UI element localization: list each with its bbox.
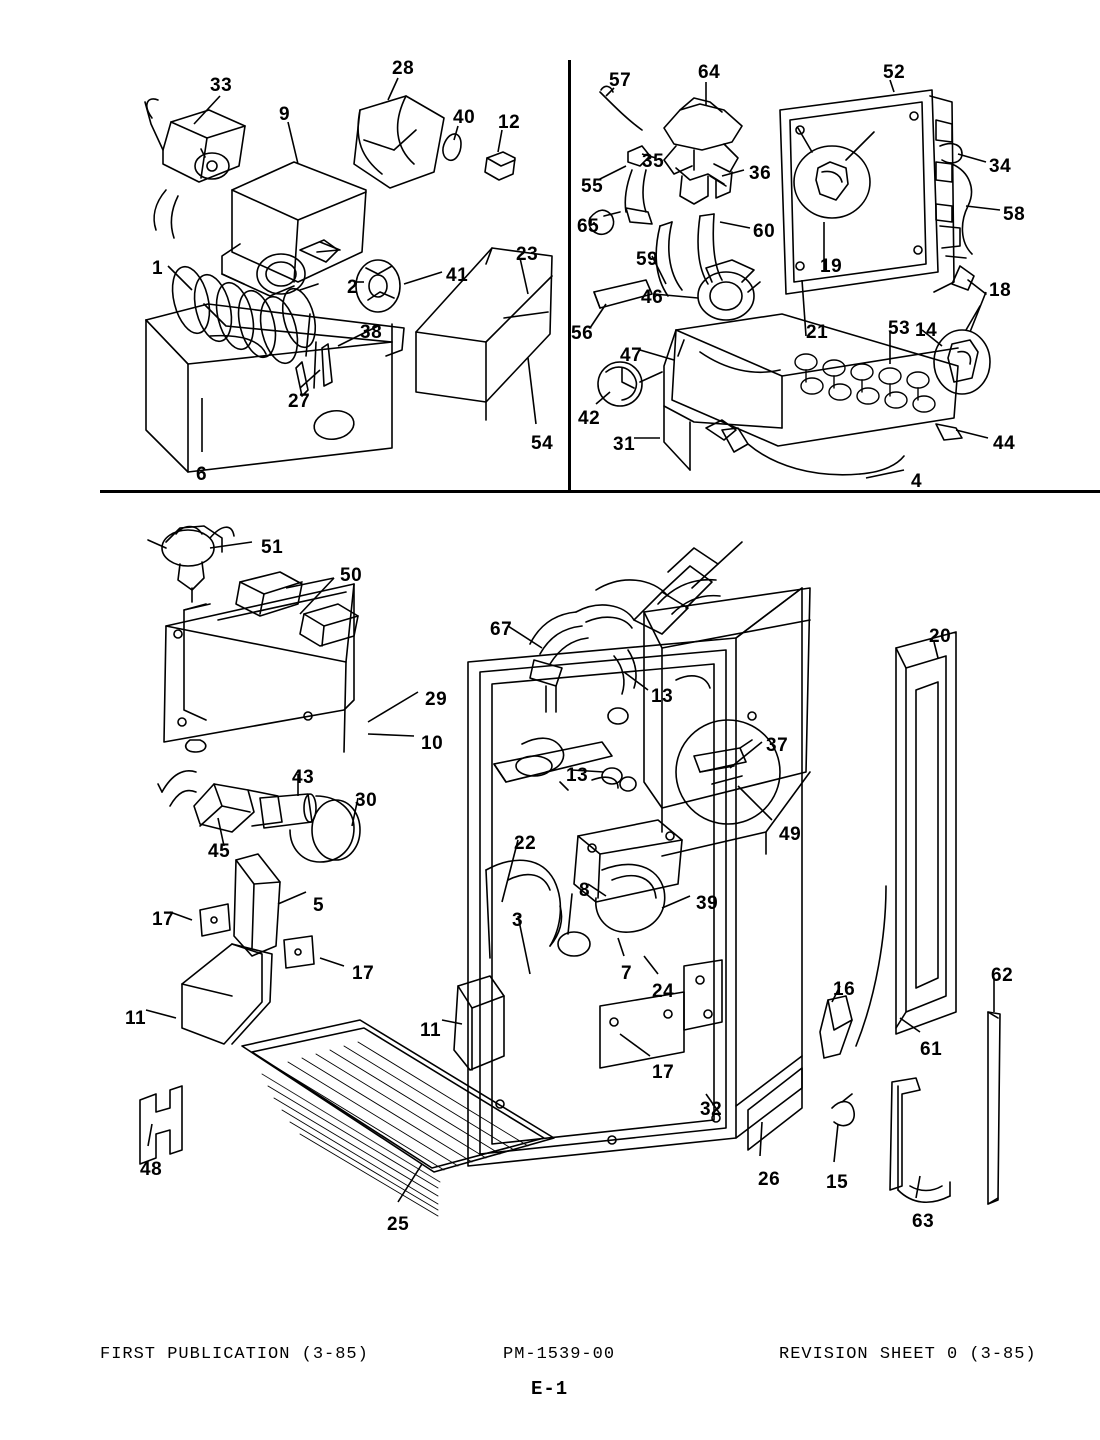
callout-18: 18	[989, 280, 1012, 301]
callout-53: 53	[888, 318, 911, 339]
callout-58: 58	[1003, 204, 1026, 225]
callout-8: 8	[579, 880, 591, 901]
callout-56: 56	[571, 323, 594, 344]
callout-9: 9	[279, 104, 291, 125]
callout-64: 64	[698, 62, 721, 83]
callout-13: 13	[651, 686, 674, 707]
callout-63: 63	[912, 1211, 935, 1232]
footer-document-number: PM-1539-00	[503, 1345, 616, 1364]
callout-22: 22	[514, 833, 537, 854]
callout-34: 34	[989, 156, 1012, 177]
callout-17: 17	[352, 963, 375, 984]
callout-3: 3	[512, 910, 524, 931]
panel-divider-vertical	[568, 60, 571, 490]
callout-67: 67	[490, 619, 513, 640]
callout-25: 25	[387, 1214, 410, 1235]
callout-52: 52	[883, 62, 906, 83]
callout-32: 32	[700, 1099, 723, 1120]
callout-39: 39	[696, 893, 719, 914]
callout-55: 55	[581, 176, 604, 197]
callout-13: 13	[566, 765, 589, 786]
callout-65: 65	[577, 216, 600, 237]
callout-60: 60	[753, 221, 776, 242]
callout-2: 2	[347, 277, 359, 298]
callout-44: 44	[993, 433, 1016, 454]
footer-revision-sheet: REVISION SHEET 0 (3-85)	[779, 1345, 1037, 1364]
callout-41: 41	[446, 265, 469, 286]
callout-17: 17	[152, 909, 175, 930]
callout-49: 49	[779, 824, 802, 845]
callout-51: 51	[261, 537, 284, 558]
callout-47: 47	[620, 345, 643, 366]
callout-28: 28	[392, 58, 415, 79]
callout-45: 45	[208, 841, 231, 862]
callout-19: 19	[820, 256, 843, 277]
callout-43: 43	[292, 767, 315, 788]
callout-27: 27	[288, 391, 311, 412]
callout-1: 1	[152, 258, 164, 279]
callout-21: 21	[806, 322, 829, 343]
callout-38: 38	[360, 322, 383, 343]
callout-11: 11	[125, 1008, 147, 1029]
callout-10: 10	[421, 733, 444, 754]
callout-6: 6	[196, 464, 208, 485]
callout-14: 14	[915, 320, 938, 341]
callout-40: 40	[453, 107, 476, 128]
callout-36: 36	[749, 163, 772, 184]
callout-46: 46	[641, 287, 664, 308]
callout-30: 30	[355, 790, 378, 811]
callout-29: 29	[425, 689, 448, 710]
callout-16: 16	[833, 979, 856, 1000]
callout-54: 54	[531, 433, 554, 454]
callout-7: 7	[621, 963, 633, 984]
callout-33: 33	[210, 75, 233, 96]
callout-23: 23	[516, 244, 539, 265]
callout-37: 37	[766, 735, 789, 756]
callout-15: 15	[826, 1172, 849, 1193]
callout-57: 57	[609, 70, 632, 91]
callout-61: 61	[920, 1039, 943, 1060]
footer-page-label: E-1	[531, 1378, 569, 1400]
callout-11: 11	[420, 1020, 442, 1041]
callout-4: 4	[911, 471, 923, 492]
callout-42: 42	[578, 408, 601, 429]
callout-12: 12	[498, 112, 521, 133]
callout-48: 48	[140, 1159, 163, 1180]
callout-35: 35	[642, 151, 665, 172]
callout-5: 5	[313, 895, 325, 916]
callout-20: 20	[929, 626, 952, 647]
panel-divider-horizontal	[100, 490, 1100, 493]
callout-31: 31	[613, 434, 636, 455]
callout-50: 50	[340, 565, 363, 586]
callout-24: 24	[652, 981, 675, 1002]
callout-59: 59	[636, 249, 659, 270]
callout-17: 17	[652, 1062, 675, 1083]
callout-26: 26	[758, 1169, 781, 1190]
footer-first-publication: FIRST PUBLICATION (3-85)	[100, 1345, 369, 1364]
callout-62: 62	[991, 965, 1014, 986]
